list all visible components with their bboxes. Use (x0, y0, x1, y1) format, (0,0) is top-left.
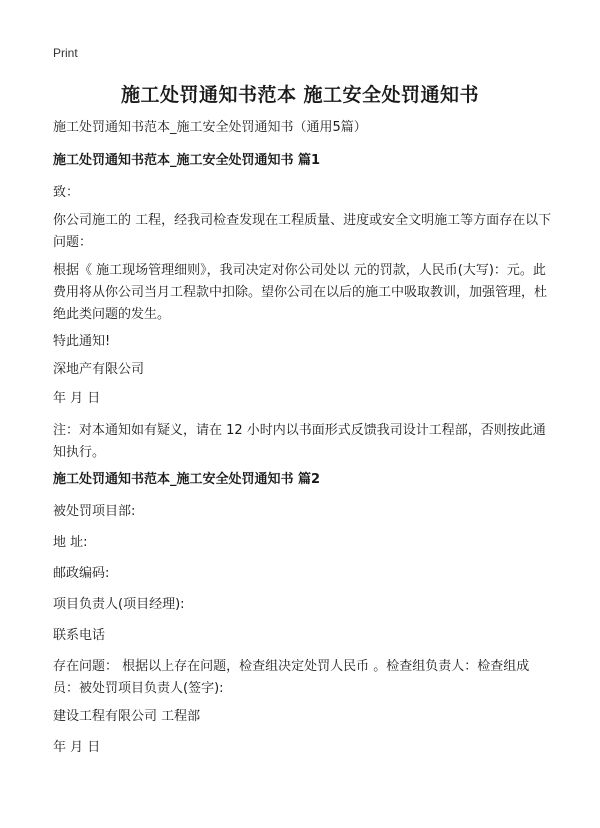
section1-notice: 特此通知! (53, 334, 111, 349)
section1-greeting: 致： (53, 185, 80, 200)
section1-company: 深地产有限公司 (53, 362, 145, 377)
section1-paragraph-2: 根据《 施工现场管理细则》，我司决定对你公司处以 元的罚款，人民币(大写)：元。此费用将从你公司当月工程款中扣除。望你公司在以后的施工中吸取教训，加强管理，杜绝此类问题的发生。 (53, 263, 548, 322)
section2-postcode: 邮政编码: (53, 566, 110, 581)
section1-date: 年 月 日 (53, 391, 101, 406)
print-label: Print (53, 46, 78, 60)
section2-company: 建设工程有限公司 工程部 (53, 709, 201, 724)
section2-phone: 联系电话 (53, 628, 106, 643)
document-subtitle: 施工处罚通知书范本_施工安全处罚通知书（通用5篇） (53, 120, 367, 135)
section2-dept: 被处罚项目部: (53, 504, 136, 519)
section1-note: 注：对本通知如有疑义，请在 12 小时内以书面形式反馈我司设计工程部，否则按此通知执行。 (53, 423, 546, 460)
section2-date: 年 月 日 (53, 740, 101, 755)
section1-paragraph-1: 你公司施工的 工程，经我司检查发现在工程质量、进度或安全文明施工等方面存在以下问题： (53, 213, 552, 250)
section2-heading: 施工处罚通知书范本_施工安全处罚通知书 篇2 (53, 472, 321, 487)
section2-address: 地 址: (53, 535, 88, 550)
section2-manager: 项目负责人(项目经理): (53, 597, 185, 612)
page-title: 施工处罚通知书范本 施工安全处罚通知书 (120, 84, 480, 106)
section1-heading: 施工处罚通知书范本_施工安全处罚通知书 篇1 (53, 153, 321, 168)
section2-issues: 存在问题： 根据以上存在问题，检查组决定处罚人民币 。检查组负责人：检查组成员：被处罚项目负责人(签字): (53, 659, 530, 696)
